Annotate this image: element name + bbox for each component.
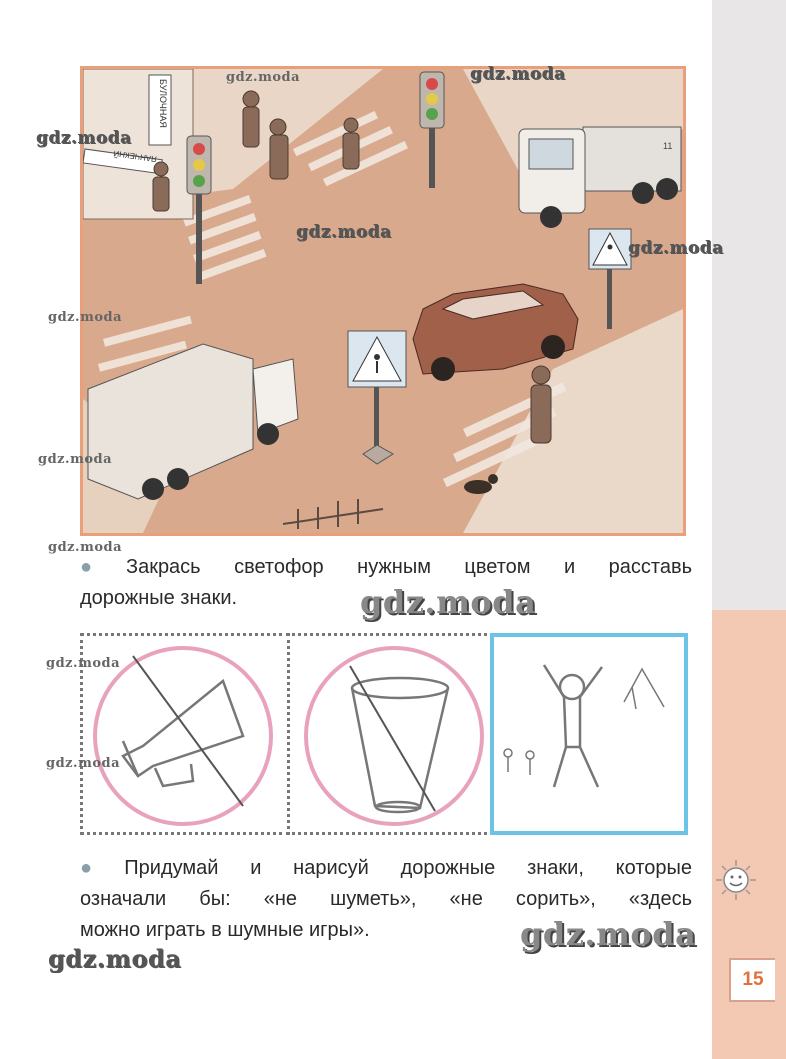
watermark: gdz.moda [46,656,121,671]
task-1-line-2: дорожные знаки. [80,587,238,609]
watermark: gdz.moda [36,128,132,148]
page-number: 15 [742,969,764,990]
watermark: gdz.moda [38,452,113,467]
task-1-line-1: Закрась светофор нужным цветом и расставь [125,556,692,578]
bakery-sign: БУЛОЧНАЯ [158,79,168,128]
bullet-icon: ● [80,556,120,578]
watermark: gdz.moda [48,540,123,555]
watermark: gdz.moda [48,944,182,973]
watermark: gdz.moda [520,915,697,953]
watermark: gdz.moda [470,64,566,84]
watermark: gdz.moda [360,583,537,621]
no-litter-sign-cell [287,633,493,835]
task-2-line-3: можно играть в шумные игры». [80,919,370,941]
noisy-games-sign-cell [490,633,688,835]
sun-icon [714,858,758,907]
watermark: gdz.moda [48,310,123,325]
truck-plate: 11 [663,141,673,151]
page-number-box [729,958,775,1002]
side-band-top [712,0,786,610]
task-2-line-1: Придумай и нарисуй дорожные знаки, которые [124,857,692,879]
jumping-person-icon [544,665,602,787]
task-2-line-2: означали бы: «не шуметь», «не сорить», «здесь [80,888,692,910]
watermark: gdz.moda [46,756,121,771]
cup-icon [352,678,448,812]
watermark: gdz.moda [226,70,301,85]
watermark: gdz.moda [296,222,392,242]
street-illustration [80,66,686,536]
shop-sign: ЯАНЧЕКНЙ [112,148,158,164]
bullet-icon: ● [80,857,119,879]
signs-row [80,633,692,835]
watermark: gdz.moda [628,238,724,258]
megaphone-icon [123,681,243,786]
